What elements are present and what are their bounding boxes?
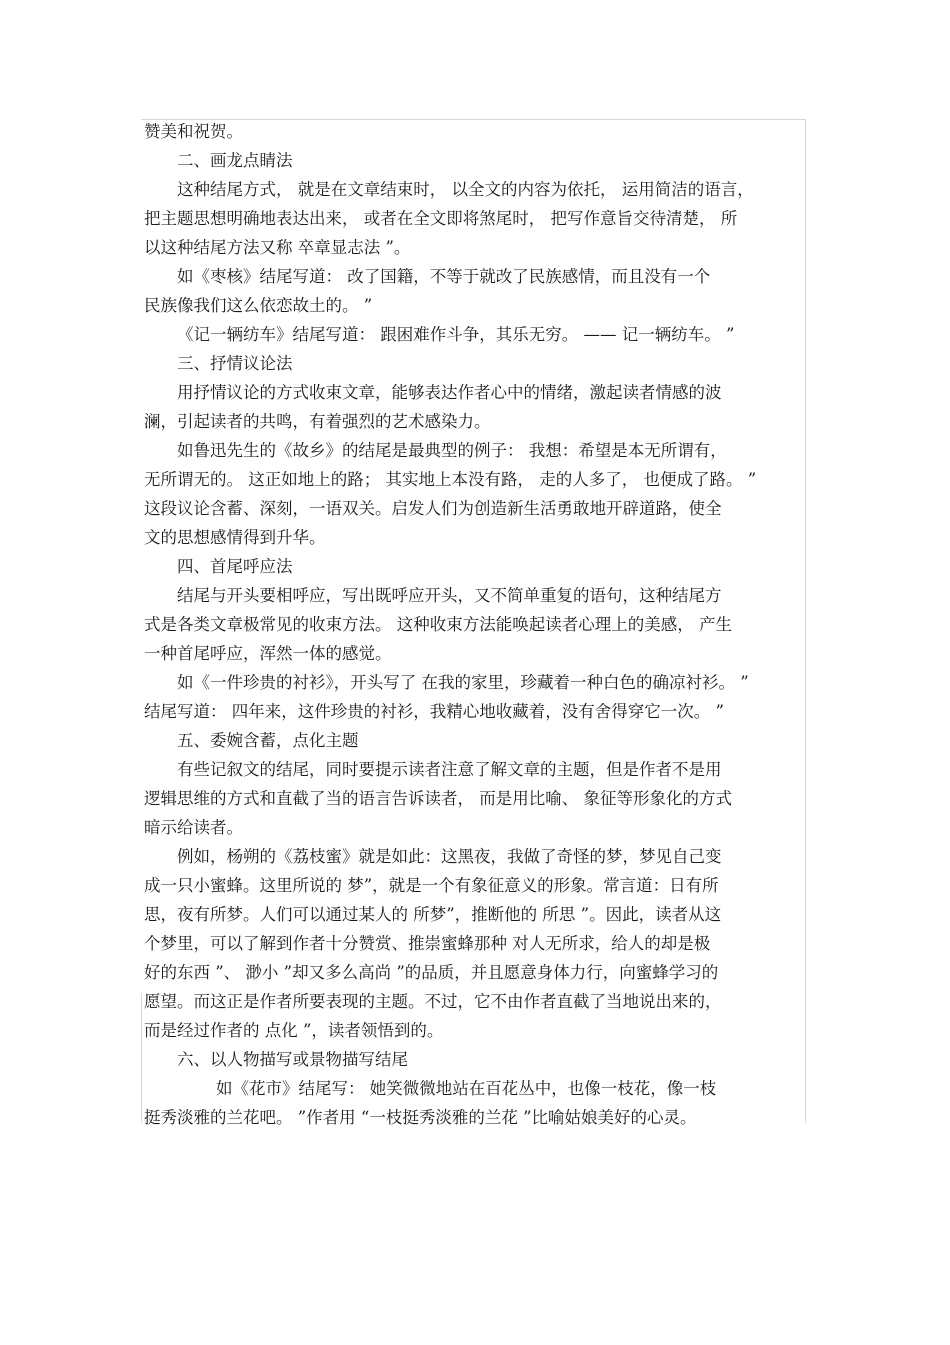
text-line: 而是经过作者的 点化 ”，读者领悟到的。 <box>144 1021 444 1040</box>
text-line: 式是各类文章极常见的收束方法。 这种收束方法能唤起读者心理上的美感， 产生 <box>144 615 732 634</box>
text-line: 有些记叙文的结尾，同时要提示读者注意了解文章的主题，但是作者不是用 <box>177 760 722 779</box>
text-line: 如《花市》结尾写： 她笑微微地站在百花丛中，也像一枝花，像一枝 <box>216 1079 717 1098</box>
text-line: 澜，引起读者的共鸣，有着强烈的艺术感染力。 <box>144 412 491 431</box>
text-line: 五、委婉含蓄，点化主题 <box>177 731 359 750</box>
text-line: 把主题思想明确地表达出来， 或者在全文即将煞尾时， 把写作意旨交待清楚， 所 <box>144 209 738 228</box>
text-line: 成一只小蜜蜂。这里所说的 梦”，就是一个有象征意义的形象。常言道：日有所 <box>144 876 719 895</box>
text-line: 六、以人物描写或景物描写结尾 <box>177 1050 408 1069</box>
text-line: 如鲁迅先生的《故乡》的结尾是最典型的例子： 我想：希望是本无所谓有， <box>177 441 727 460</box>
text-line: 结尾与开头要相呼应，写出既呼应开头，又不简单重复的语句，这种结尾方 <box>177 586 722 605</box>
text-line: 无所谓无的。 这正如地上的路； 其实地上本没有路， 走的人多了， 也便成了路。 ” <box>144 470 757 489</box>
text-line: 愿望。而这正是作者所要表现的主题。不过，它不由作者直截了当地说出来的， <box>144 992 722 1011</box>
text-line: 以这种结尾方法又称 卒章显志法 ”。 <box>144 238 411 257</box>
text-line: 赞美和祝贺。 <box>144 122 243 141</box>
text-line: 好的东西 ”、 渺小 ”却又多么高尚 ”的品质，并且愿意身体力行，向蜜蜂学习的 <box>144 963 719 982</box>
text-line: 《记一辆纺车》结尾写道： 跟困难作斗争，其乐无穷。 —— 记一辆纺车。 ” <box>177 325 735 344</box>
text-line: 逻辑思维的方式和直截了当的语言告诉读者， 而是用比喻、 象征等形象化的方式 <box>144 789 732 808</box>
text-line: 结尾写道： 四年来，这件珍贵的衬衫，我精心地收藏着，没有舍得穿它一次。 ” <box>144 702 724 721</box>
text-line: 这段议论含蓄、深刻，一语双关。启发人们为创造新生活勇敢地开辟道路，使全 <box>144 499 722 518</box>
text-line: 例如，杨朔的《荔枝蜜》就是如此：这黑夜，我做了奇怪的梦，梦见自己变 <box>177 847 722 866</box>
text-line: 如《枣核》结尾写道： 改了国籍，不等于就改了民族感情，而且没有一个 <box>177 267 711 286</box>
text-line: 一种首尾呼应，浑然一体的感觉。 <box>144 644 392 663</box>
document-body <box>144 117 808 1132</box>
text-line: 如《一件珍贵的衬衫》，开头写了 在我的家里，珍藏着一种白色的确凉衬衫。 ” <box>177 673 749 692</box>
text-line: 个梦里，可以了解到作者十分赞赏、推崇蜜蜂那种 对人无所求，给人的却是极 <box>144 934 711 953</box>
text-line: 四、首尾呼应法 <box>177 557 293 576</box>
text-line: 挺秀淡雅的兰花吧。 ”作者用 “一枝挺秀淡雅的兰花 ”比喻姑娘美好的心灵。 <box>144 1108 697 1127</box>
text-line: 这种结尾方式， 就是在文章结束时， 以全文的内容为依托， 运用简洁的语言， <box>177 180 754 199</box>
text-line: 思，夜有所梦。人们可以通过某人的 所梦”，推断他的 所思 ”。因此，读者从这 <box>144 905 722 924</box>
text-line: 三、抒情议论法 <box>177 354 293 373</box>
text-line: 暗示给读者。 <box>144 818 243 837</box>
text-line: 二、画龙点睛法 <box>177 151 293 170</box>
text-line: 用抒情议论的方式收束文章，能够表达作者心中的情绪，激起读者情感的波 <box>177 383 722 402</box>
text-line: 民族像我们这么依恋故土的。 ” <box>144 296 373 315</box>
text-line: 文的思想感情得到升华。 <box>144 528 326 547</box>
